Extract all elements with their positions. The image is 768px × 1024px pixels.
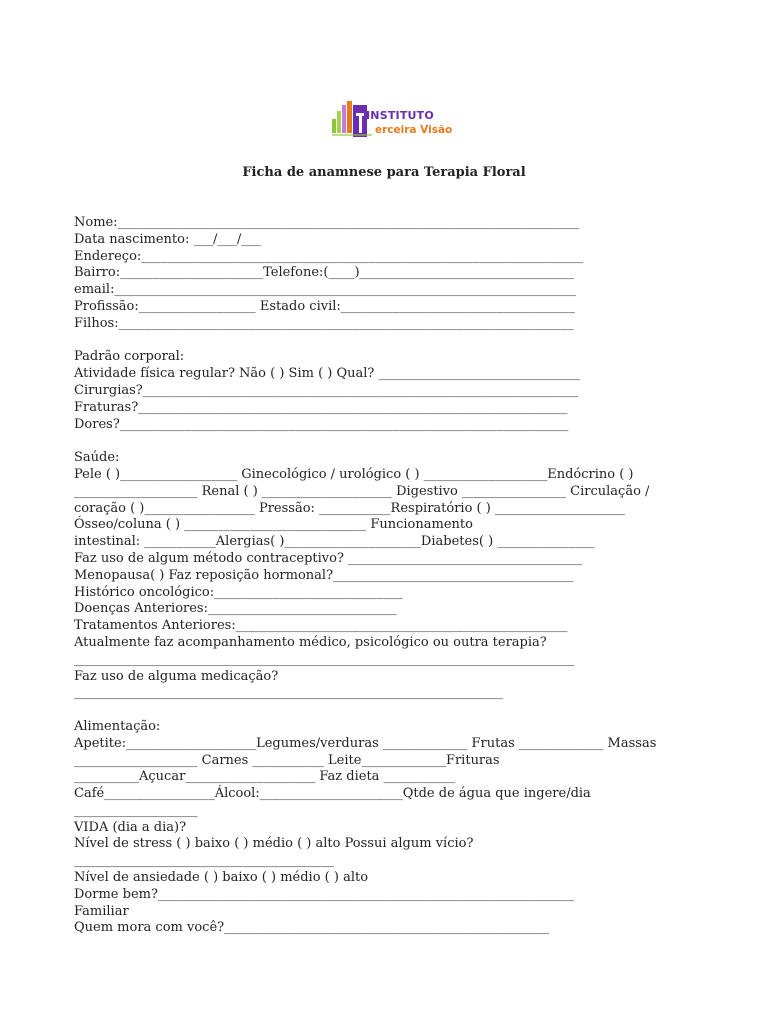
form-line: ___________________ xyxy=(74,802,198,818)
form-line: Pele ( )__________________ Ginecológico / urológico ( ) ___________________Endócrino ( ) xyxy=(74,466,634,482)
form-line: Endereço:____________________________________________________________________ xyxy=(74,248,584,264)
form-line: Apetite:____________________Legumes/verduras _____________ Frutas _____________ Massas xyxy=(74,735,657,751)
form-line: Profissão:__________________ Estado civil:____________________________________ xyxy=(74,298,575,314)
form-line: Cirurgias?___________________________________________________________________ xyxy=(74,382,579,398)
form-line: Atualmente faz acompanhamento médico, psicológico ou outra terapia? xyxy=(74,634,547,650)
form-line: Filhos:______________________________________________________________________ xyxy=(74,315,574,331)
form-line: Quem mora com você?__________________________________________________ xyxy=(74,920,550,936)
form-line: Data nascimento: ___/___/___ xyxy=(74,231,261,247)
form-line: ___________________ Renal ( ) ____________________ Digestivo ________________ Circulação / xyxy=(74,483,650,499)
form-line: Café_________________Álcool:______________________Qtde de água que ingere/dia xyxy=(74,786,591,802)
form-line: __________________________________________________________________ xyxy=(74,685,503,701)
blank-line xyxy=(74,433,704,450)
logo xyxy=(332,101,452,141)
form-line: ________________________________________ xyxy=(74,853,334,869)
form-line: Alimentação: xyxy=(74,718,161,734)
anamnesis-form xyxy=(74,215,704,937)
form-line: Dorme bem?________________________________________________________________ xyxy=(74,886,574,902)
blank-line xyxy=(74,702,704,719)
page-title: Ficha de anamnese para Terapia Floral xyxy=(242,165,526,180)
form-line: Familiar xyxy=(74,903,129,919)
form-line: intestinal: ___________Alergias( )_____________________Diabetes( ) _______________ xyxy=(74,534,595,550)
blank-line xyxy=(74,333,704,350)
form-line: Menopausa( ) Faz reposição hormonal?_____________________________________ xyxy=(74,567,574,583)
form-line: Ósseo/coluna ( ) ____________________________ Funcionamento xyxy=(74,517,473,533)
form-line: ___________________ Carnes ___________ Leite_____________Frituras xyxy=(74,752,500,768)
form-line: Fraturas?__________________________________________________________________ xyxy=(74,399,568,415)
form-line: Saúde: xyxy=(74,450,120,466)
form-line: Tratamentos Anteriores:___________________________________________________ xyxy=(74,618,568,634)
form-line: VIDA (dia a dia)? xyxy=(74,819,187,835)
form-line: Nível de ansiedade ( ) baixo ( ) médio ( ) alto xyxy=(74,870,369,886)
form-line: __________Açucar____________________ Faz dieta ___________ xyxy=(74,769,456,785)
logo-text-terceira-visao: erceira Visão xyxy=(375,124,453,136)
form-line: Histórico oncológico:_____________________________ xyxy=(74,584,403,600)
form-line: Dores?_____________________________________________________________________ xyxy=(74,416,569,432)
form-line: Faz uso de algum método contraceptivo? ____________________________________ xyxy=(74,550,583,566)
form-line: Faz uso de alguma medicação? xyxy=(74,668,279,684)
form-line: Padrão corporal: xyxy=(74,349,185,365)
form-line: coração ( )_________________ Pressão: ___________Respiratório ( ) ____________________ xyxy=(74,500,625,516)
form-line: Nível de stress ( ) baixo ( ) médio ( ) alto Possui algum vício? xyxy=(74,836,474,852)
form-line: Bairro:______________________Telefone:(____)_________________________________ xyxy=(74,265,575,281)
form-line: Atividade física regular? Não ( ) Sim ( ) Qual? _______________________________ xyxy=(74,366,581,382)
form-line: Doenças Anteriores:_____________________________ xyxy=(74,601,397,617)
form-line: Nome:_______________________________________________________________________ xyxy=(74,215,580,230)
form-line: email:_______________________________________________________________________ xyxy=(74,282,576,298)
logo-text-instituto: INSTITUTO xyxy=(366,109,434,122)
form-line: _____________________________________________________________________________ xyxy=(74,651,575,667)
